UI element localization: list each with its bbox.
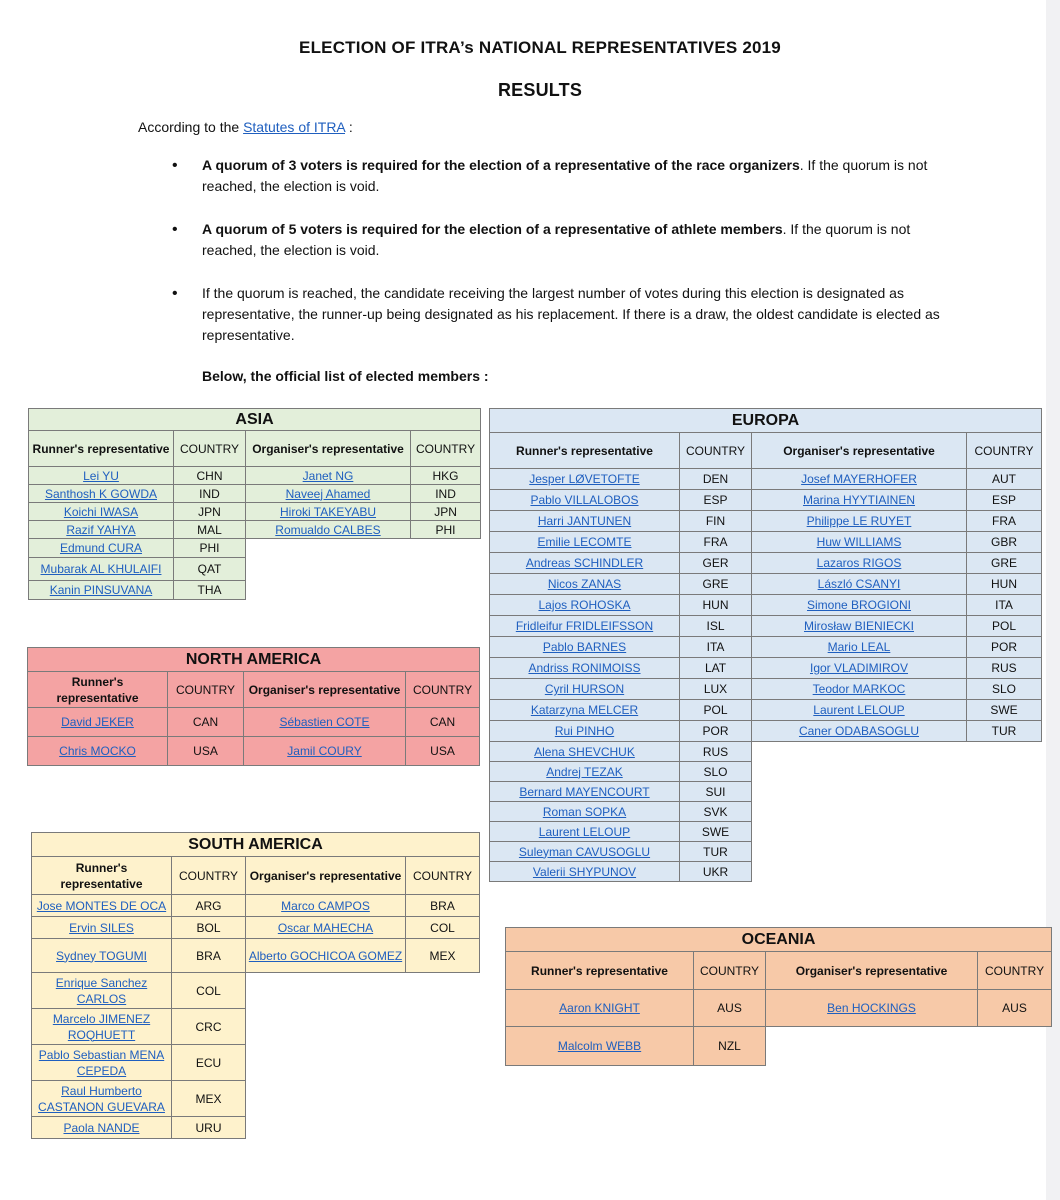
table-row [28,708,480,737]
organiser-name[interactable]: Lazaros RIGOS [752,553,967,574]
rule-bold: A quorum of 3 voters is required for the election of a representative of the race organizers [202,157,800,173]
asia-table [28,408,481,600]
intro-line [138,119,353,135]
organiser-name[interactable]: Ben HOCKINGS [766,990,978,1027]
table-row [490,782,1042,802]
north-america-region-title: NORTH AMERICA [28,648,480,672]
table-row [32,973,480,1009]
runner-name[interactable]: Katarzyna MELCER [490,700,680,721]
rule-item [166,283,956,346]
runner-country: FIN [680,511,752,532]
organiser-country: AUS [978,990,1052,1027]
organiser-name[interactable]: Laurent LELOUP [752,700,967,721]
runner-name[interactable]: Jesper LØVETOFTE [490,469,680,490]
rules-list [166,155,956,368]
organiser-country: BRA [406,895,480,917]
table-row [490,658,1042,679]
runner-country: IND [174,485,246,503]
runner-country: GER [680,553,752,574]
runner-country: CAN [168,708,244,737]
empty-cell [752,842,1042,862]
table-row [490,490,1042,511]
runner-name[interactable]: Marcelo JIMENEZ ROQHUETT [32,1009,172,1045]
empty-cell [752,802,1042,822]
runner-name[interactable]: Chris MOCKO [28,737,168,766]
runner-header: Runner's representative [32,857,172,895]
runner-name[interactable]: Edmund CURA [29,539,174,558]
runner-name[interactable]: Fridleifur FRIDLEIFSSON [490,616,680,637]
table-row [32,1045,480,1081]
organiser-country: AUT [967,469,1042,490]
runner-country: POL [680,700,752,721]
runner-country: RUS [680,742,752,762]
runner-country: MEX [172,1081,246,1117]
runner-country: JPN [174,503,246,521]
organiser-name[interactable]: Hiroki TAKEYABU [246,503,411,521]
organiser-name[interactable]: László CSANYI [752,574,967,595]
runner-country: CHN [174,467,246,485]
intro-suffix: : [345,119,353,135]
organiser-header: Organiser's representative [246,431,411,467]
empty-cell [246,581,481,600]
runner-country: DEN [680,469,752,490]
country-header: COUNTRY [680,433,752,469]
runner-name[interactable]: Kanin PINSUVANA [29,581,174,600]
runner-name[interactable]: Cyril HURSON [490,679,680,700]
table-row [29,467,481,485]
runner-country: ESP [680,490,752,511]
runner-country: GRE [680,574,752,595]
organiser-name[interactable]: Marco CAMPOS [246,895,406,917]
organiser-name[interactable]: Jamil COURY [244,737,406,766]
organiser-country: ITA [967,595,1042,616]
organiser-country: HUN [967,574,1042,595]
organiser-name[interactable]: Janet NG [246,467,411,485]
runner-name[interactable]: Koichi IWASA [29,503,174,521]
organiser-country: IND [411,485,481,503]
runner-country: SUI [680,782,752,802]
europa-table [489,408,1042,882]
table-row [490,511,1042,532]
runner-country: BRA [172,939,246,973]
runner-header: Runner's representative [29,431,174,467]
country-header: COUNTRY [172,857,246,895]
organiser-name[interactable]: Romualdo CALBES [246,521,411,539]
organiser-name[interactable]: Huw WILLIAMS [752,532,967,553]
runner-country: HUN [680,595,752,616]
empty-cell [752,762,1042,782]
empty-cell [246,539,481,558]
organiser-header: Organiser's representative [246,857,406,895]
runner-name[interactable]: Pablo VILLALOBOS [490,490,680,511]
runner-country: COL [172,973,246,1009]
runner-country: URU [172,1117,246,1139]
country-header: COUNTRY [967,433,1042,469]
runner-country: SLO [680,762,752,782]
table-row [490,532,1042,553]
runner-name[interactable]: Laurent LELOUP [490,822,680,842]
runner-country: LUX [680,679,752,700]
runner-name[interactable]: David JEKER [28,708,168,737]
table-row [32,1117,480,1139]
runner-name[interactable]: Jose MONTES DE OCA [32,895,172,917]
runner-header: Runner's representative [506,952,694,990]
runner-name[interactable]: Aaron KNIGHT [506,990,694,1027]
runner-country: MAL [174,521,246,539]
runner-name[interactable]: Lei YU [29,467,174,485]
organiser-country: FRA [967,511,1042,532]
runner-header: Runner's representative [28,672,168,708]
table-row [32,1081,480,1117]
europa-region-title: EUROPA [490,409,1042,433]
document-subtitle: RESULTS [497,80,583,100]
runner-name[interactable]: Roman SOPKA [490,802,680,822]
table-row [490,553,1042,574]
organiser-country: ESP [967,490,1042,511]
runner-name[interactable]: Andreas SCHINDLER [490,553,680,574]
empty-cell [246,1081,480,1117]
runner-country: QAT [174,558,246,581]
runner-country: POR [680,721,752,742]
runner-name[interactable]: Santhosh K GOWDA [29,485,174,503]
table-row [29,485,481,503]
organiser-country: CAN [406,708,480,737]
runner-country: ISL [680,616,752,637]
runner-name[interactable]: Harri JANTUNEN [490,511,680,532]
table-row [29,558,481,581]
empty-cell [752,782,1042,802]
country-header: COUNTRY [694,952,766,990]
country-header: COUNTRY [168,672,244,708]
organiser-country: SWE [967,700,1042,721]
runner-name[interactable]: Ervin SILES [32,917,172,939]
organiser-country: HKG [411,467,481,485]
organiser-country: COL [406,917,480,939]
empty-cell [752,742,1042,762]
organiser-name[interactable]: Marina HYYTIAINEN [752,490,967,511]
table-row [490,862,1042,882]
empty-cell [246,558,481,581]
empty-cell [752,862,1042,882]
organiser-country: JPN [411,503,481,521]
north-america-table [27,647,480,766]
organiser-name[interactable]: Naveej Ahamed [246,485,411,503]
rule-item [166,219,956,261]
empty-cell [246,1045,480,1081]
organiser-name[interactable]: Teodor MARKOC [752,679,967,700]
runner-name[interactable]: Valerii SHYPUNOV [490,862,680,882]
runner-country: USA [168,737,244,766]
table-row [490,679,1042,700]
runner-country: PHI [174,539,246,558]
organiser-name[interactable]: Caner ODABASOGLU [752,721,967,742]
organiser-country: PHI [411,521,481,539]
runner-name[interactable]: Pablo BARNES [490,637,680,658]
runner-name[interactable]: Nicos ZANAS [490,574,680,595]
runner-name[interactable]: Raul Humberto CASTANON GUEVARA [32,1081,172,1117]
below-text: Below, the official list of elected members : [202,368,489,384]
runner-name[interactable]: Emilie LECOMTE [490,532,680,553]
country-header: COUNTRY [411,431,481,467]
runner-name[interactable]: Suleyman CAVUSOGLU [490,842,680,862]
runner-country: SVK [680,802,752,822]
organiser-country: USA [406,737,480,766]
table-row [506,1027,1052,1066]
table-row [490,637,1042,658]
runner-country: BOL [172,917,246,939]
table-row [29,539,481,558]
organiser-name[interactable]: Sébastien COTE [244,708,406,737]
table-row [490,595,1042,616]
runner-header: Runner's representative [490,433,680,469]
runner-country: ITA [680,637,752,658]
organiser-name[interactable]: Alberto GOCHICOA GOMEZ [246,939,406,973]
runner-name[interactable]: Andriss RONIMOISS [490,658,680,679]
rule-item [166,155,956,197]
country-header: COUNTRY [978,952,1052,990]
empty-cell [752,822,1042,842]
organiser-country: POR [967,637,1042,658]
rule-bold: A quorum of 5 voters is required for the election of a representative of athlete members [202,221,783,237]
organiser-name[interactable]: Mario LEAL [752,637,967,658]
organiser-country: RUS [967,658,1042,679]
organiser-name[interactable]: Simone BROGIONI [752,595,967,616]
runner-country: LAT [680,658,752,679]
empty-cell [766,1027,1052,1066]
runner-country: ECU [172,1045,246,1081]
table-row [490,469,1042,490]
runner-name[interactable]: Lajos ROHOSKA [490,595,680,616]
statutes-link[interactable]: Statutes of ITRA [243,119,345,135]
document-title: ELECTION OF ITRA’s NATIONAL REPRESENTATIVES 2019 [299,38,781,57]
table-row [28,737,480,766]
runner-name[interactable]: Razif YAHYA [29,521,174,539]
table-row [490,842,1042,862]
organiser-name[interactable]: Oscar MAHECHA [246,917,406,939]
table-row [29,581,481,600]
asia-region-title: ASIA [29,409,481,431]
table-row [29,503,481,521]
table-row [29,521,481,539]
table-row [32,939,480,973]
runner-country: NZL [694,1027,766,1066]
table-row [490,616,1042,637]
table-row [490,822,1042,842]
runner-name[interactable]: Sydney TOGUMI [32,939,172,973]
runner-country: UKR [680,862,752,882]
runner-country: AUS [694,990,766,1027]
runner-country: SWE [680,822,752,842]
organiser-country: POL [967,616,1042,637]
organiser-country: GRE [967,553,1042,574]
empty-cell [246,973,480,1009]
table-row [490,721,1042,742]
table-row [490,574,1042,595]
oceania-table [505,927,1052,1066]
organiser-country: GBR [967,532,1042,553]
table-row [490,762,1042,782]
table-row [32,917,480,939]
organiser-header: Organiser's representative [766,952,978,990]
table-row [490,742,1042,762]
intro-prefix: According to the [138,119,244,135]
runner-name[interactable]: Andrej TEZAK [490,762,680,782]
table-row [490,802,1042,822]
runner-name[interactable]: Enrique Sanchez CARLOS [32,973,172,1009]
south-america-region-title: SOUTH AMERICA [32,833,480,857]
table-row [506,990,1052,1027]
runner-name[interactable]: Pablo Sebastian MENA CEPEDA [32,1045,172,1081]
runner-country: TUR [680,842,752,862]
organiser-country: TUR [967,721,1042,742]
organiser-country: MEX [406,939,480,973]
runner-name[interactable]: Paola NANDE [32,1117,172,1139]
organiser-header: Organiser's representative [244,672,406,708]
table-row [32,1009,480,1045]
empty-cell [246,1117,480,1139]
runner-country: CRC [172,1009,246,1045]
country-header: COUNTRY [174,431,246,467]
runner-name[interactable]: Rui PINHO [490,721,680,742]
table-row [32,895,480,917]
empty-cell [246,1009,480,1045]
rule-text: If the quorum is reached, the candidate receiving the largest number of votes during this election is designated as representative, the runner-up being designated as his replacement. If there is a draw, the oldest candidate is elected as representative. [202,285,940,343]
country-header: COUNTRY [406,857,480,895]
runner-name[interactable]: Malcolm WEBB [506,1027,694,1066]
organiser-country: SLO [967,679,1042,700]
runner-name[interactable]: Alena SHEVCHUK [490,742,680,762]
organiser-name[interactable]: Igor VLADIMIROV [752,658,967,679]
organiser-name[interactable]: Philippe LE RUYET [752,511,967,532]
table-row [490,700,1042,721]
runner-name[interactable]: Mubarak AL KHULAIFI [29,558,174,581]
runner-country: FRA [680,532,752,553]
runner-country: ARG [172,895,246,917]
organiser-header: Organiser's representative [752,433,967,469]
oceania-region-title: OCEANIA [506,928,1052,952]
runner-name[interactable]: Bernard MAYENCOURT [490,782,680,802]
organiser-name[interactable]: Josef MAYERHOFER [752,469,967,490]
runner-country: THA [174,581,246,600]
organiser-name[interactable]: Mirosław BIENIECKI [752,616,967,637]
south-america-table [31,832,480,1139]
rule-text: . If the quorum is not reached, the election is void. [202,157,928,194]
country-header: COUNTRY [406,672,480,708]
rule-text: . If the quorum is not reached, the election is void. [202,221,911,258]
